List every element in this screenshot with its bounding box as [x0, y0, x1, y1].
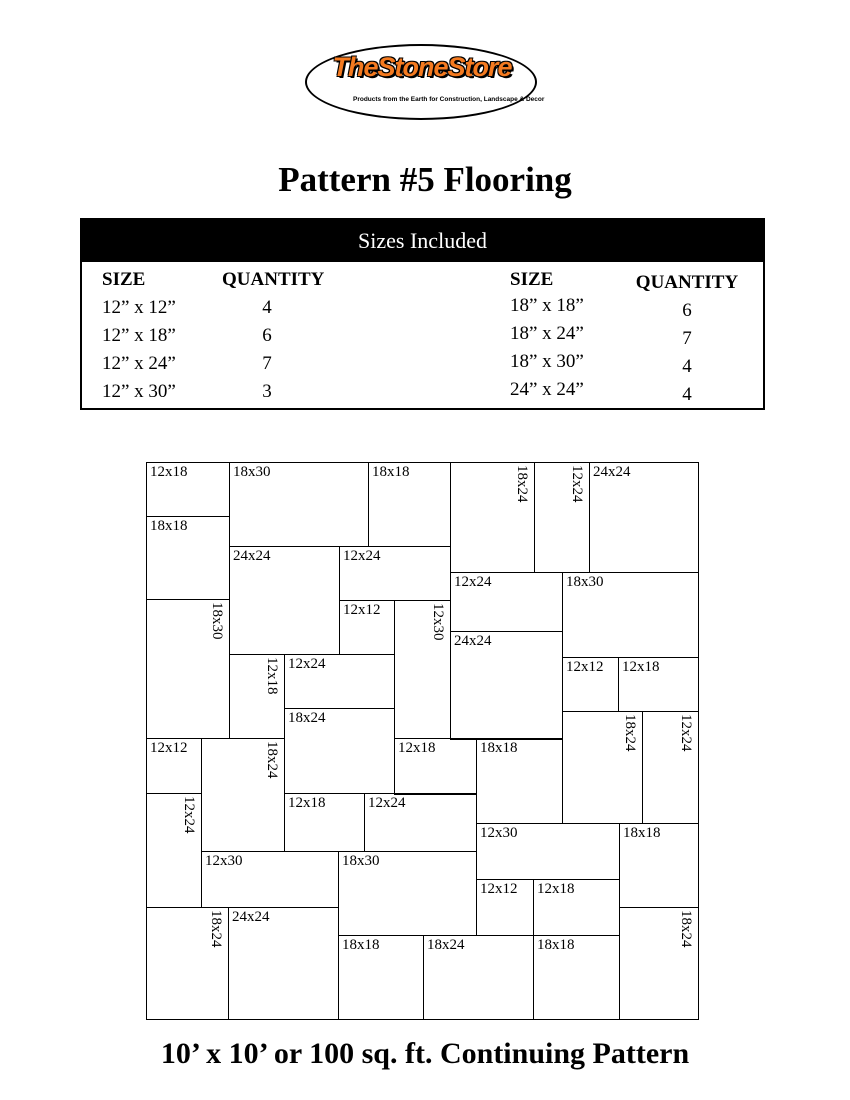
tile: [146, 738, 202, 794]
tile: [618, 657, 699, 712]
tile: [338, 851, 477, 936]
tile: [284, 654, 395, 709]
tile-size-label: 18x24: [514, 465, 530, 503]
tile: [368, 462, 451, 547]
tile-size-label: 18x30: [342, 853, 380, 869]
tile-size-label: 12x12: [343, 602, 381, 618]
sizes-table: [80, 218, 765, 410]
quantity-left: 3: [262, 381, 272, 402]
quantity-left: 7: [262, 353, 272, 374]
size-left: 12” x 12”: [102, 297, 176, 318]
tile-size-label: 18x18: [372, 464, 410, 480]
tile-size-label: 18x30: [233, 464, 271, 480]
tile: [619, 823, 699, 908]
tile: [450, 572, 563, 632]
tile-size-label: 12x30: [480, 825, 518, 841]
tile: [450, 462, 535, 573]
tile-size-label: 12x30: [430, 603, 446, 641]
tile-size-label: 12x12: [480, 881, 518, 897]
tile-size-label: 18x24: [208, 910, 224, 948]
tile-size-label: 18x18: [480, 740, 518, 756]
tile-size-label: 12x18: [398, 740, 436, 756]
tile: [642, 711, 699, 824]
tile: [229, 546, 340, 655]
size-header-right: SIZE: [510, 269, 554, 290]
tile: [533, 879, 620, 936]
tile: [619, 907, 699, 1020]
tile-size-label: 24x24: [593, 464, 631, 480]
quantity-left: 6: [262, 325, 272, 346]
tile: [589, 462, 699, 573]
tile: [146, 907, 229, 1020]
table-heading: Sizes Included: [82, 220, 763, 262]
tile: [339, 600, 395, 655]
tile-size-label: 18x24: [622, 714, 638, 752]
tile-size-label: 24x24: [232, 909, 270, 925]
tile-size-label: 12x24: [181, 796, 197, 834]
tile: [339, 546, 451, 601]
size-right: 18” x 24”: [510, 323, 584, 344]
tile: [562, 711, 643, 824]
tile-size-label: 12x24: [678, 714, 694, 752]
tile: [201, 851, 339, 908]
stone-store-logo: [305, 44, 545, 120]
size-right: 18” x 18”: [510, 295, 584, 316]
tile-size-label: 18x30: [566, 574, 604, 590]
tile-size-label: 18x24: [288, 710, 326, 726]
qty-header-right: QUANTITY: [635, 272, 739, 293]
tile-size-label: 12x18: [288, 795, 326, 811]
pattern-diagram: [147, 463, 699, 1020]
size-right: 18” x 30”: [510, 351, 584, 372]
tile-size-label: 18x24: [678, 910, 694, 948]
tile-size-label: 12x24: [343, 548, 381, 564]
tile-size-label: 24x24: [233, 548, 271, 564]
tile: [146, 516, 230, 600]
tile-size-label: 12x24: [454, 574, 492, 590]
tile-size-label: 18x18: [623, 825, 661, 841]
page-title: Pattern #5 Flooring: [278, 160, 572, 199]
tile: [284, 708, 395, 794]
size-header-left: SIZE: [102, 269, 146, 290]
tile: [562, 657, 619, 712]
tile-size-label: 12x12: [150, 740, 188, 756]
tile: [476, 879, 534, 936]
tile: [394, 600, 451, 739]
tile-size-label: 12x24: [288, 656, 326, 672]
tile-size-label: 12x30: [205, 853, 243, 869]
tile: [450, 631, 563, 740]
logo-tagline: Products from the Earth for Construction, Landscape & Decor: [353, 96, 545, 103]
tile-size-label: 18x18: [150, 518, 188, 534]
tile-size-label: 24x24: [454, 633, 492, 649]
tile: [562, 572, 699, 658]
size-right: 24” x 24”: [510, 379, 584, 400]
tile: [534, 462, 590, 573]
tile-size-label: 12x12: [566, 659, 604, 675]
tile: [364, 793, 477, 852]
tile: [338, 935, 424, 1020]
logo-brand: TheStoneStore: [332, 52, 512, 82]
tile-size-label: 12x24: [569, 465, 585, 503]
tile: [423, 935, 534, 1020]
quantity-right: 6: [682, 300, 692, 321]
tile: [201, 738, 285, 852]
quantity-right: 4: [682, 384, 692, 405]
tile-size-label: 18x18: [537, 937, 575, 953]
tile-size-label: 18x18: [342, 937, 380, 953]
tile-size-label: 18x24: [264, 741, 280, 779]
tile-size-label: 12x18: [537, 881, 575, 897]
pattern-caption: 10’ x 10’ or 100 sq. ft. Continuing Pattern: [160, 1037, 690, 1070]
tile-size-label: 12x24: [368, 795, 406, 811]
tile: [146, 462, 230, 517]
tile: [146, 793, 202, 908]
tile-size-label: 12x18: [264, 657, 280, 695]
tile-size-label: 12x18: [622, 659, 660, 675]
qty-header-left: QUANTITY: [222, 269, 325, 290]
size-left: 12” x 24”: [102, 353, 176, 374]
tile: [146, 599, 230, 739]
size-left: 12” x 30”: [102, 381, 176, 402]
tile-size-label: 18x24: [427, 937, 465, 953]
tile: [229, 654, 285, 739]
tile: [533, 935, 620, 1020]
tile-size-label: 12x18: [150, 464, 188, 480]
tile: [476, 823, 620, 880]
tile: [394, 738, 477, 795]
tile: [476, 738, 563, 824]
quantity-left: 4: [262, 297, 272, 318]
size-left: 12” x 18”: [102, 325, 176, 346]
tile-size-label: 18x30: [209, 602, 225, 640]
tile: [228, 907, 339, 1020]
quantity-right: 4: [682, 356, 692, 377]
tile: [229, 462, 369, 547]
quantity-right: 7: [682, 328, 692, 349]
tile: [284, 793, 365, 852]
